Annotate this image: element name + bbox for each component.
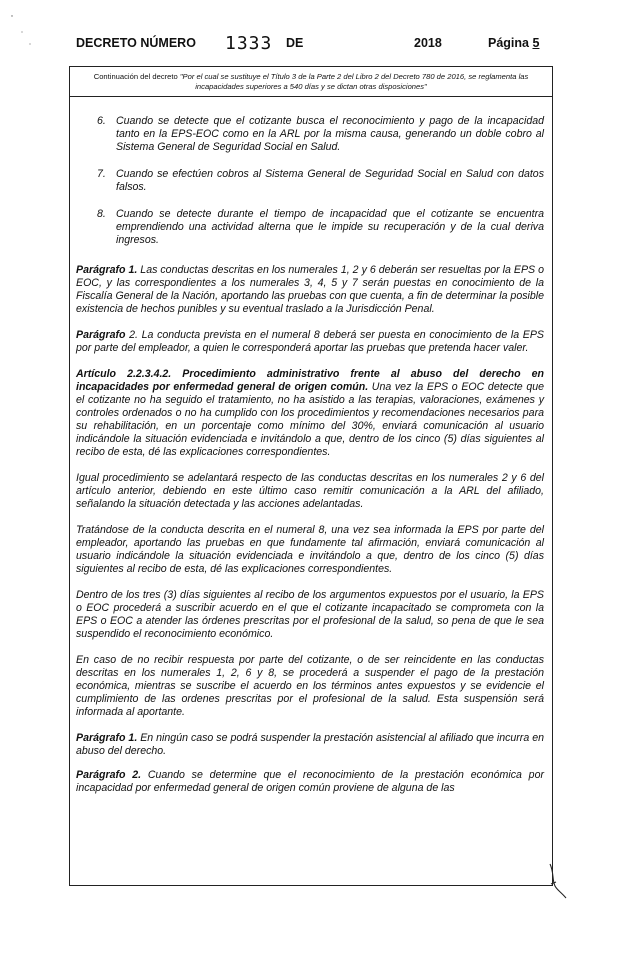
decree-de: DE	[286, 36, 304, 50]
page-number: 5	[532, 36, 540, 50]
list-number: 6.	[97, 115, 106, 127]
list-number: 8.	[97, 208, 106, 220]
list-item	[76, 208, 544, 247]
paragrafo-2b	[76, 769, 544, 795]
list-text: Cuando se detecte durante el tiempo de incapacidad que el cotizante se encuentra emprendiendo una actividad alterna que le impide su recuperación y de la cual deriva ingresos.	[116, 208, 544, 246]
scan-speck-icon	[8, 14, 38, 54]
continuation-title: "Por el cual se sustituye el Título 3 de la Parte 2 del Libro 2 del Decreto 780 de 2016, se reglamenta las incapacidades superiores a 540 días y se dictan otras disposiciones"	[179, 72, 529, 91]
body-paragraph: En caso de no recibir respuesta por parte del cotizante, o de ser reincidente en las conductas descritas en los numerales 1, 2, 6 y 8, se procederá a suspender el pago de la prestación económica, mientras se suscribe el acuerdo en los términos antes expuestos y se evidencie el cumplimiento de las ordenes prescritas por el profesional de la salud. Esta suspensión será informada al aportante.	[76, 654, 544, 718]
list-number: 7.	[97, 168, 106, 180]
decree-number: 1333	[225, 33, 273, 54]
paragrafo-2b-label: Parágrafo 2.	[76, 769, 142, 781]
body-paragraph: Dentro de los tres (3) días siguientes al recibo de los argumentos expuestos por el usuario, la EPS o EOC procederá a suscribir acuerdo en el que el cotizante incapacitado se comprometa con la EPS o EOC a atender las órdenes prescritas por el profesional de la salud, so pena de que le sea suspendido el reconocimiento económico.	[76, 589, 544, 640]
document-body	[76, 115, 544, 808]
decree-label: DECRETO NÚMERO	[76, 36, 196, 50]
list-text: Cuando se efectúen cobros al Sistema General de Seguridad Social en Salud con datos falsos.	[116, 168, 544, 193]
paragrafo-1b-text: En ningún caso se podrá suspender la prestación asistencial al afiliado que incurra en abuso del derecho.	[76, 732, 544, 757]
paragrafo-1b-label: Parágrafo 1.	[76, 732, 138, 744]
page-label: Página	[488, 36, 529, 50]
paragrafo-2b-text: Cuando se determine que el reconocimiento de la prestación económica por incapacidad por enfermedad general de origen común proviene de alguna de las	[76, 769, 544, 794]
signature-mark-icon	[548, 862, 572, 902]
articulo-label: Artículo 2.2.3.4.2. Procedimiento administrativo frente al abuso del derecho en incapacidades por enfermedad general de origen común.	[76, 368, 544, 393]
document-frame	[69, 66, 553, 886]
paragrafo-2	[76, 329, 544, 355]
page-header	[76, 33, 546, 60]
paragrafo-1	[76, 264, 544, 316]
body-paragraph: Tratándose de la conducta descrita en el numeral 8, una vez sea informada la EPS por parte del empleador, aportando las pruebas en que fundamente tal afirmación, enviará comunicación al usuario indicándole la situación evidenciada e invitándolo a que, dentro de los cinco (5) días siguientes al recibo de esta, dé las explicaciones correspondientes.	[76, 524, 544, 575]
articulo-2-2-3-4-2	[76, 368, 544, 459]
list-item	[76, 168, 544, 194]
list-item	[76, 115, 544, 154]
paragrafo-1-label: Parágrafo 1.	[76, 264, 138, 276]
paragrafo-1b	[76, 732, 544, 758]
decree-year: 2018	[414, 36, 442, 50]
body-paragraph: Igual procedimiento se adelantará respecto de las conductas descritas en los numerales 2 y 6 del artículo anterior, debiendo en este último caso remitir comunicación a la ARL del afiliado, señalando la situación detectada y las acciones adelantadas.	[76, 472, 544, 510]
paragrafo-2-label: Parágrafo	[76, 329, 126, 341]
articulo-text: Una vez la EPS o EOC detecte que el cotizante no ha seguido el tratamiento, no ha asistido a las terapias, valoraciones, exámenes y controles ordenados o no ha cumplido con los procedimientos y recomendaciones necesarios para su rehabilitación, en un porcentaje como mínimo del 30%, enviará comunicación al usuario indicándole la situación evidenciada e invitándolo a que, dentro de los cinco (5) días siguientes al recibo de esta, dé las explicaciones correspondientes.	[76, 381, 545, 458]
continuation-prefix: Continuación del decreto	[93, 72, 178, 81]
continuation-banner	[70, 67, 552, 97]
list-text: Cuando se detecte que el cotizante busca el reconocimiento y pago de la incapacidad tanto en la EPS-EOC como en la ARL por la misma causa, generando un doble cobro al Sistema General de Seguridad Social en Salud.	[116, 115, 544, 153]
paragrafo-1-text: Las conductas descritas en los numerales 1, 2 y 6 deberán ser resueltas por la EPS o EOC, y las correspondientes a los numerales 3, 4, 5 y 7 serán puestas en conocimiento de la Fiscalía General de la Nación, aportando las pruebas con que cuenta, a fin de determinar la posible existencia de hechos punibles y su eventual traslado a la Jurisdicción Penal.	[76, 264, 544, 315]
paragrafo-2-text: 2. La conducta prevista en el numeral 8 deberá ser puesta en conocimiento de la EPS por parte del empleador, a quien le corresponderá aportar las pruebas que pretenda hacer valer.	[76, 329, 544, 354]
page-indicator	[488, 36, 539, 50]
